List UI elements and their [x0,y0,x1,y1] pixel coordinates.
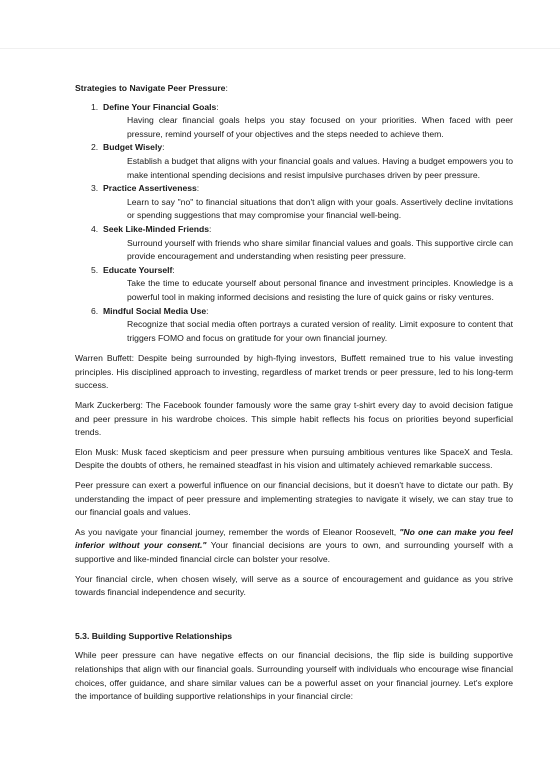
list-item-description: Learn to say "no" to financial situations that don't align with your goals. Assertively decline invitations or spending suggestions that may compromise your financial well-being. [127,196,513,221]
list-item-number: 2. [91,142,99,153]
list-item-title: Practice Assertiveness: [103,183,200,194]
list-item-description: Having clear financial goals helps you stay focused on your priorities. When faced with peer pressure, remind yourself of your objectives and the steps needed to achieve them. [127,115,513,139]
list-item-description: Take the time to educate yourself about personal finance and investment principles. Knowledge is a powerful tool in making informed decisions and resisting the lure of quick gains or risky ventures. [127,278,513,302]
conclusion-paragraph: Peer pressure can exert a powerful influence on our financial decisions, but it doesn't have to dictate our path. By understanding the impact of peer pressure and implementing strategies to navigate it wisely, we can stay true to our financial goals and values. [75,480,513,518]
list-item-description: Establish a budget that aligns with your financial goals and values. Having a budget empowers you to make intentional spending decisions and resist impulsive purchases driven by peer pressure. [127,155,513,180]
document-body [75,82,513,704]
strategies-heading-text: Strategies to Navigate Peer Pressure [75,83,226,93]
list-item-title: Define Your Financial Goals: [103,101,219,112]
list-item-number: 3. [91,183,99,194]
list-item [75,223,513,264]
list-item [75,141,513,182]
list-item-number: 5. [91,264,99,275]
zuckerberg-paragraph: Mark Zuckerberg: The Facebook founder famously wore the same gray t-shirt every day to avoid decision fatigue and peer pressure in his wardrobe choices. This simple habit reflects his focus on priorities beyond superficial trends. [75,400,513,438]
list-item [75,182,513,223]
list-item-title: Budget Wisely: [103,142,165,153]
financial-circle-paragraph: Your financial circle, when chosen wisely, will serve as a source of encouragement and guidance as you strive towards financial independence and security. [75,573,513,598]
section-intro-paragraph: While peer pressure can have negative effects on our financial decisions, the flip side is building supportive relationships that align with our financial goals. Surrounding yourself with individuals who encourage wise financial choices, offer guidance, and share similar values can be a powerful asset on your financial journey. Let's explore the importance of building supportive relationships in your financial circle: [75,650,513,702]
list-item-number: 6. [91,305,99,316]
list-item-title: Educate Yourself: [103,264,175,275]
roosevelt-paragraph [75,526,513,567]
section-heading: 5.3. Building Supportive Relationships [75,630,233,641]
roosevelt-quote: "No one can make you feel inferior without your consent." [75,526,513,551]
list-item-number: 1. [91,101,99,112]
list-item-title: Seek Like-Minded Friends: [103,223,212,234]
buffett-paragraph: Warren Buffett: Despite being surrounded by high-flying investors, Buffett remained true to his value investing principles. His disciplined approach to investing, regardless of market trends or peer pressure, led to his long-term success. [75,353,513,391]
strategies-list [75,101,513,346]
list-item-description: Recognize that social media often portrays a curated version of reality. Limit exposure to content that triggers FOMO and focus on gratitude for your own financial journey. [127,319,513,343]
roosevelt-outro: Your financial decisions are yours to own, and surrounding yourself with a supportive and like-minded financial circle can bolster your resolve. [75,540,514,564]
list-item-title: Mindful Social Media Use: [103,305,209,316]
roosevelt-intro: As you navigate your financial journey, remember the words of Eleanor Roosevelt, [75,526,400,537]
list-item [75,305,513,346]
musk-paragraph: Elon Musk: Musk faced skepticism and peer pressure when pursuing ambitious ventures like SpaceX and Tesla. Despite the doubts of others, he remained steadfast in his vision and ultimately achieved remarkable success. [75,446,513,471]
page-header-band [0,0,560,49]
list-item [75,264,513,305]
strategies-heading: Strategies to Navigate Peer Pressure: [75,83,228,93]
list-item-number: 4. [91,223,99,234]
list-item [75,101,513,142]
list-item-description: Surround yourself with friends who share similar financial values and goals. This supportive circle can provide encouragement and understanding when resisting peer pressure. [127,237,513,262]
